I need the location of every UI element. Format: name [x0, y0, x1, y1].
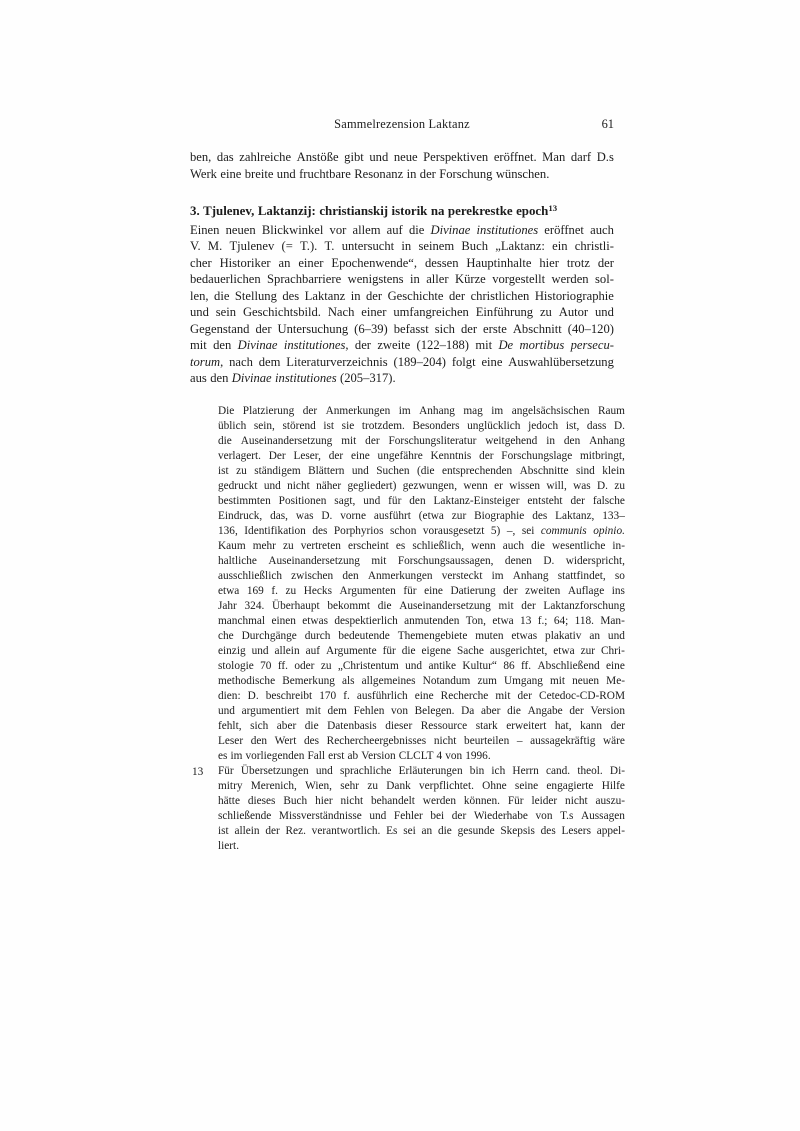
text-line: und sein Geschichtsbild. Nach einer umfangreichen Einführung zu Autor und: [190, 305, 614, 319]
text-line: schließende Missverständnisse und Fehler bei der Wiederhabe von T.s Aussagen: [218, 809, 625, 822]
text-line: Werk eine breite und fruchtbare Resonanz in der Forschung wünschen.: [190, 166, 550, 181]
text-line: üblich sein, störend ist sie trotzdem. Besonders unglücklich jedoch ist, dass D.: [218, 419, 625, 432]
text-line: liert.: [218, 839, 240, 852]
text-line: bedauerlichen Sprachbarriere wenigstens in aller Kürze vorgestellt werden sol-: [190, 272, 614, 286]
text-line: mit den Divinae institutiones, der zweite (122–188) mit De mortibus persecu-: [190, 338, 614, 352]
notes-block: [192, 404, 625, 855]
text-line: mitry Merenich, Wien, sehr zu Dank verpflichtet. Ohne seine engagierte Hilfe: [218, 779, 625, 792]
footnote-text: [218, 765, 625, 855]
footnote-13: [192, 764, 625, 855]
text-line: Leser den Wert des Rechercheergebnisses nicht beurteilen – aussagekräftig wäre: [218, 734, 625, 747]
text-line: V. M. Tjulenev (= T.). T. untersucht in seinem Buch „Laktanz: ein christli-: [190, 239, 614, 253]
running-head: [190, 117, 614, 134]
text-line: ausschließlich zwischen den Anmerkungen versteckt im Anhang stattfindet, so: [218, 569, 625, 582]
text-line: Eindruck, das, was D. vorne ausführt (etwa zur Biographie des Laktanz, 133–: [218, 509, 625, 522]
text-line: 3. Tjulenev, Laktanzij: christianskij istorik na perekrestke epoch$^{13}$: [190, 203, 558, 218]
text-line: methodische Bemerkung als allgemeines Notandum zum Umgang mit neuen Me-: [218, 674, 625, 687]
opening-paragraph: [190, 150, 614, 183]
continued-note: [218, 405, 625, 765]
text-line: ist zu ständigem Blättern und Suchen (die entsprechenden Abschnitte sind klein: [218, 464, 625, 477]
text-line: haltliche Auseinandersetzung mit Forschungsaussagen, denen D. widerspricht,: [218, 554, 625, 567]
text-line: ben, das zahlreiche Anstöße gibt und neue Perspektiven eröffnet. Man darf D.s: [190, 150, 614, 164]
text-line: Für Übersetzungen und sprachliche Erläuterungen bin ich Herrn cand. theol. Di-: [218, 764, 625, 777]
text-line: Jahr 324. Überhaupt bekommt die Auseinandersetzung mit der Laktanzforschung: [218, 599, 625, 612]
text-line: einzig und allein auf Argumente für die eigene Sache ausgerichtet, etwa zur Chri-: [218, 644, 625, 657]
text-line: Einen neuen Blickwinkel vor allem auf die Divinae institutiones eröffnet auch: [190, 222, 614, 237]
text-line: Gegenstand der Untersuchung (6–39) befasst sich der erste Abschnitt (40–120): [190, 321, 614, 336]
page-number: 61: [601, 117, 614, 131]
text-line: verlagert. Der Leser, der eine ungefähre Kenntnis der Forschungslage mitbringt,: [218, 449, 625, 462]
text-line: manchmal einen etwas despektierlich anmutenden Ton, etwa 13 f.; 64; 118. Man-: [218, 614, 625, 627]
text-line: die Auseinandersetzung mit der Forschungsliteratur weitgehend in den Anhang: [218, 434, 625, 447]
text-line: gedruckt und nicht näher gegliedert) gezwungen, wenn er wissen will, was D. zu: [218, 479, 625, 492]
text-line: torum, nach dem Literaturverzeichnis (189–204) folgt eine Auswahlübersetzung: [190, 354, 614, 369]
text-line: etwa 169 f. zu Hecks Argumenten für eine Datierung der zweiten Auflage ins: [218, 584, 625, 597]
page-sheet: [190, 117, 625, 855]
text-line: cher Historiker an einer Epochenwende“, dessen Hauptinhalte hier trotz der: [190, 255, 614, 270]
text-line: und argumentiert mit dem Fehlen von Belegen. Da aber die Angabe der Version: [218, 704, 625, 717]
text-line: hätte dieses Buch hier nicht behandelt werden können. Für leider nicht auszu-: [218, 794, 625, 807]
text-line: stologie 70 ff. oder zu „Christentum und antike Kultur“ 86 ff. Abschließend eine: [218, 659, 625, 672]
text-line: ist allein der Rez. verantwortlich. Es sei an die gesunde Skepsis des Lesers appel-: [218, 824, 625, 837]
text-line: 136, Identifikation des Porphyrios schon vorausgesetzt 5) –, sei communis opinio.: [218, 524, 625, 537]
text-line: len, die Stellung des Laktanz in der Geschichte der christlichen Historiographie: [190, 288, 614, 303]
section-heading: [190, 204, 614, 221]
text-line: bestimmten Positionen sagt, und für den Laktanz-Einsteiger entsteht der falsche: [218, 494, 625, 507]
text-line: dien: D. beschreibt 170 f. ausführlich eine Recherche mit der Cetedoc-CD-ROM: [218, 689, 625, 702]
running-head-title: Sammelrezension Laktanz: [334, 117, 470, 131]
text-line: aus den Divinae institutiones (205–317).: [190, 371, 396, 385]
text-line: fehlt, sich aber die Datenbasis dieser Ressource stark erweitert hat, kann der: [218, 719, 625, 732]
text-line: Kaum mehr zu vertreten erscheint es schließlich, wenn auch die wesentliche in-: [218, 539, 625, 552]
footnote-number: 13: [192, 765, 204, 778]
text-line: che Durchgänge durch bedeutende Themengebiete muten etwas plakativ an und: [218, 629, 625, 642]
text-line: Die Platzierung der Anmerkungen im Anhang mag im angelsächsischen Raum: [218, 404, 625, 417]
section-paragraph: [190, 223, 614, 388]
text-line: es im vorliegenden Fall erst ab Version CLCLT 4 von 1996.: [218, 749, 491, 762]
